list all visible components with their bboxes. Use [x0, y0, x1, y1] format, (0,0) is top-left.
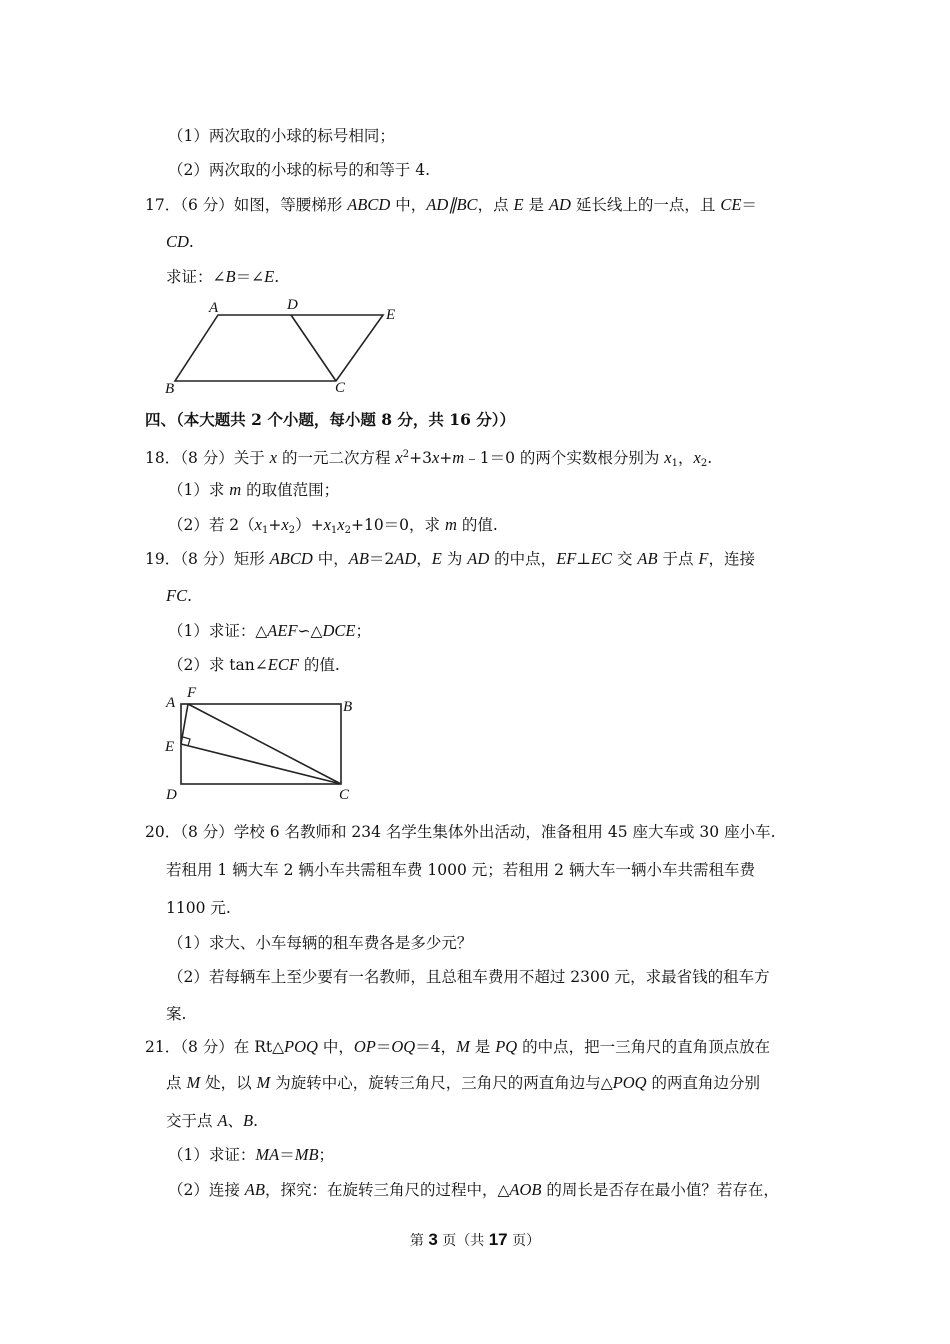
page-number: 3	[428, 1230, 438, 1249]
section-4-heading: 四、（本大题共 2 个小题，每小题 8 分，共 16 分））	[145, 410, 516, 429]
q16-part1: （1）两次取的小球的标号相同；	[168, 127, 395, 145]
q19-label-b: B	[343, 699, 353, 715]
q19-segment-fc	[188, 704, 341, 784]
q19-stem-cont: FC.	[166, 586, 193, 605]
q19-label-d: D	[166, 787, 177, 803]
q17-label-c: C	[335, 380, 346, 396]
q17-label-b: B	[165, 381, 175, 397]
q19-label-f: F	[187, 685, 197, 701]
q21-stem-line2: 点 M 处，以 M 为旋转中心，旋转三角尺，三角尺的两直角边与△POQ 的两直角边分别	[166, 1073, 761, 1092]
q20-line1: 20．（8 分）学校 6 名教师和 234 名学生集体外出活动，准备租用 45 座大车或 30 座小车.	[145, 823, 776, 841]
q18-stem: 18．（8 分）关于 x 的一元二次方程 $x^2+3x+m﹣1=0$ 的两个实数根分别为 $x_1$，$x_2$.	[145, 448, 713, 469]
q17-stem-cont: CD.	[166, 232, 194, 251]
q19-part2: （2）求 tan∠ECF 的值.	[168, 655, 340, 674]
q21-stem: 21．（8 分）在 Rt△POQ 中，OP＝OQ＝4，M 是 PQ 的中点，把一三角尺的直角顶点放在	[145, 1037, 771, 1056]
q20-part2-cont: 案.	[166, 1005, 187, 1023]
q20-line3: 1100 元.	[166, 899, 231, 917]
q19-segment-ec	[181, 744, 341, 784]
q17-stem: 17．（6 分）如图，等腰梯形 ABCD 中，AD∥BC，点 E 是 AD 延长线上的一点，且 CE＝	[145, 195, 757, 214]
q16-part2: （2）两次取的小球的标号的和等于 4.	[168, 161, 431, 179]
q18-part1: （1）求 m 的取值范围；	[168, 480, 340, 499]
q21-part1: （1）求证：MA＝MB；	[168, 1145, 335, 1164]
q21-stem-line3: 交于点 A、B.	[166, 1111, 259, 1130]
page-footer: 第 3 页（共 17 页）	[409, 1230, 541, 1249]
q20-part1: （1）求大、小车每辆的租车费各是多少元？	[168, 934, 473, 952]
page-total: 17	[488, 1230, 508, 1249]
q17-label-e: E	[386, 307, 396, 323]
q17-label-a: A	[209, 300, 219, 316]
q21-part2: （2）连接 AB，探究：在旋转三角尺的过程中，△AOB 的周长是否存在最小值？若存在，	[168, 1180, 779, 1199]
q20-part2: （2）若每辆车上至少要有一名教师，且总租车费用不超过 2300 元，求最省钱的租车方	[168, 968, 770, 986]
q20-line2: 若租用 1 辆大车 2 辆小车共需租车费 1000 元；若租用 2 辆大车一辆小车共需租车费	[166, 861, 755, 879]
q19-label-a: A	[166, 695, 176, 711]
q17-label-d: D	[287, 297, 298, 313]
q18-part2: （2）若 $2(x_1+x_2)+x_1x_2+10=0$，求 m 的值.	[168, 515, 498, 536]
q19-label-e: E	[165, 739, 175, 755]
q19-part1: （1）求证：△AEF∽△DCE；	[168, 621, 371, 640]
q19-stem: 19．（8 分）矩形 ABCD 中，AB＝2AD，E 为 AD 的中点，EF⊥EC 交 AB 于点 F，连接	[145, 549, 756, 568]
q19-label-c: C	[339, 787, 350, 803]
q17-prove: 求证：∠B＝∠E.	[166, 267, 280, 286]
